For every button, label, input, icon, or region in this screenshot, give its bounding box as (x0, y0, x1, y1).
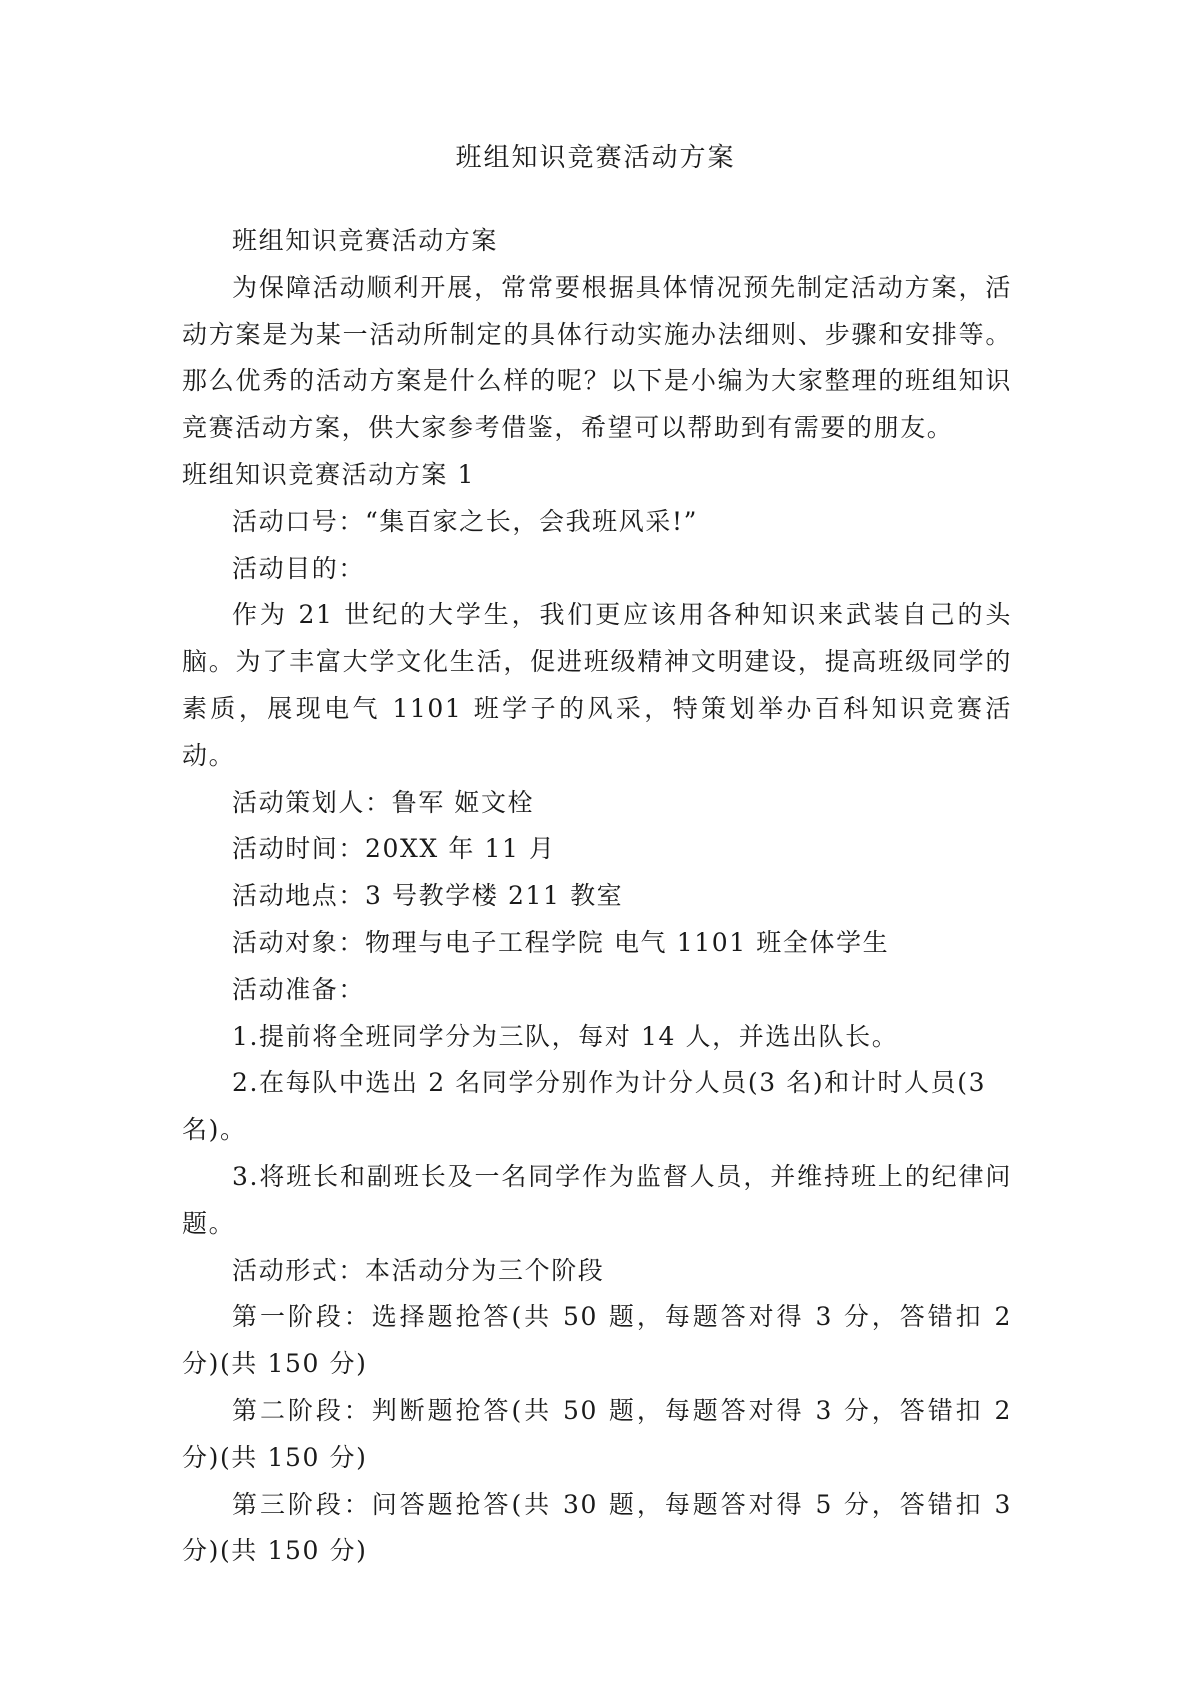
activity-format: 活动形式：本活动分为三个阶段 (232, 1255, 605, 1285)
preparation-item-3: 3.将班长和副班长及一名同学作为监督人员，并维持班上的纪律问题。 (182, 1161, 1012, 1238)
body-subtitle: 班组知识竞赛活动方案 (232, 226, 499, 255)
activity-purpose-text: 作为 21 世纪的大学生，我们更应该用各种知识来武装自己的头脑。为了丰富大学文化生活，促进班级精神文明建设，提高班级同学的素质，展现电气 1101 班学子的风采，特策划举办百科知识竞赛活动。 (182, 600, 1012, 770)
preparation-item-2: 2.在每队中选出 2 名同学分别作为计分人员(3 名)和计时人员(3 名)。 (182, 1068, 987, 1145)
activity-purpose-label: 活动目的： (232, 553, 366, 583)
activity-planners: 活动策划人：鲁军 姬文栓 (232, 787, 535, 817)
activity-audience: 活动对象：物理与电子工程学院 电气 1101 班全体学生 (232, 927, 890, 957)
document-body (182, 218, 1012, 1575)
section-heading: 班组知识竞赛活动方案 1 (182, 459, 476, 489)
activity-slogan: 活动口号：“集百家之长，会我班风采!” (232, 506, 699, 536)
activity-preparation-label: 活动准备： (232, 974, 366, 1004)
stage-3: 第三阶段：问答题抢答(共 30 题，每题答对得 5 分，答错扣 3 分)(共 150 分) (182, 1489, 1012, 1566)
preparation-item-1: 1.提前将全班同学分为三队，每对 14 人，并选出队长。 (232, 1021, 899, 1051)
document-title: 班组知识竞赛活动方案 (455, 143, 736, 173)
stage-1: 第一阶段：选择题抢答(共 50 题，每题答对得 3 分，答错扣 2 分)(共 150 分) (182, 1302, 1012, 1379)
activity-location: 活动地点：3 号教学楼 211 教室 (232, 881, 624, 911)
activity-time: 活动时间：20XX 年 11 月 (232, 834, 556, 864)
intro-paragraph: 为保障活动顺利开展，常常要根据具体情况预先制定活动方案，活动方案是为某一活动所制定的具体行动实施办法细则、步骤和安排等。那么优秀的活动方案是什么样的呢？以下是小编为大家整理的班组知识竞赛活动方案，供大家参考借鉴，希望可以帮助到有需要的朋友。 (182, 272, 1012, 443)
stage-2: 第二阶段：判断题抢答(共 50 题，每题答对得 3 分，答错扣 2 分)(共 150 分) (182, 1395, 1012, 1472)
